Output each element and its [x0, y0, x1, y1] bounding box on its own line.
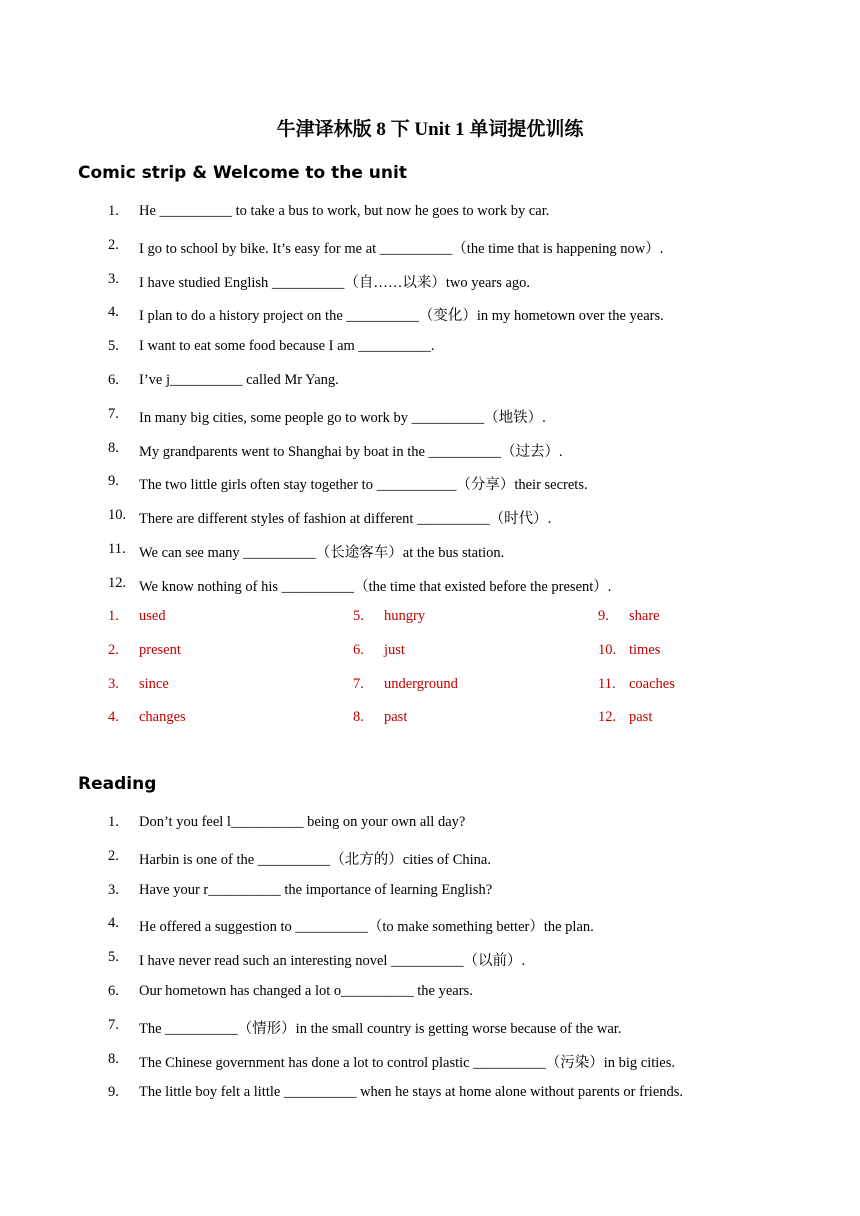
question-number: 7.	[108, 1016, 119, 1033]
answer-number: 3.	[108, 675, 119, 692]
question-number: 1.	[108, 203, 119, 219]
question-text: My grandparents went to Shanghai by boat in the __________（过去）.	[139, 443, 563, 460]
document-title: 牛津译林版 8 下 Unit 1 单词提优训练	[276, 119, 584, 140]
answer-item	[108, 642, 308, 664]
question-number: 3.	[108, 881, 119, 898]
answer-number: 11.	[598, 675, 616, 692]
answer-number: 2.	[108, 641, 119, 658]
answer-number: 8.	[353, 709, 364, 726]
question-text: In many big cities, some people go to work by __________（地铁）.	[139, 409, 546, 426]
question-text: He __________ to take a bus to work, but now he goes to work by car.	[139, 203, 550, 219]
answer-number: 10.	[598, 641, 617, 658]
question-text: We know nothing of his __________（the time that existed before the present）.	[139, 578, 612, 595]
question-text: The Chinese government has done a lot to control plastic __________（污染）in big cities.	[139, 1054, 676, 1071]
question-number: 12.	[108, 574, 127, 591]
question-number: 5.	[108, 338, 119, 355]
answer-item	[598, 608, 798, 630]
question-number: 4.	[108, 304, 119, 321]
question-number: 9.	[108, 473, 119, 490]
question-text: I’ve j__________ called Mr Yang.	[139, 372, 339, 388]
question-number: 11.	[108, 541, 126, 557]
question-text: I want to eat some food because I am __________.	[139, 338, 435, 355]
answer-item	[353, 642, 553, 664]
question-text: The little boy felt a little __________ when he stays at home alone without parents or friends.	[139, 1084, 684, 1101]
answer-number: 9.	[598, 608, 609, 624]
answer-word: changes	[139, 709, 186, 726]
question-number: 5.	[108, 949, 119, 966]
answer-word: past	[384, 709, 408, 726]
question-text: We can see many __________（长途客车）at the bus station.	[139, 545, 505, 561]
answer-item	[598, 642, 798, 664]
answer-item	[353, 709, 553, 731]
answer-number: 4.	[108, 709, 119, 726]
question-number: 2.	[108, 236, 119, 253]
question-number: 3.	[108, 270, 119, 287]
question-number: 1.	[108, 814, 119, 830]
answer-number: 1.	[108, 608, 119, 624]
answer-item	[598, 709, 798, 731]
answer-number: 5.	[353, 608, 364, 624]
question-number: 8.	[108, 439, 119, 456]
question-text: He offered a suggestion to __________（to make something better）the plan.	[139, 919, 594, 936]
answer-word: just	[384, 641, 405, 658]
answer-word: hungry	[384, 608, 426, 624]
answer-word: share	[629, 608, 660, 624]
question-text: I go to school by bike. It’s easy for me at __________（the time that is happening now）.	[139, 240, 664, 257]
section-heading-comic-strip: Comic strip & Welcome to the unit	[78, 163, 407, 183]
question-number: 6.	[108, 372, 119, 388]
question-number: 2.	[108, 847, 119, 864]
question-text: The two little girls often stay together to ___________（分享）their secrets.	[139, 477, 588, 494]
question-number: 7.	[108, 405, 119, 422]
answer-item	[598, 676, 798, 698]
question-text: I have studied English __________（自……以来）two years ago.	[139, 274, 531, 291]
answer-item	[353, 676, 553, 698]
answer-word: times	[629, 641, 661, 658]
question-text: There are different styles of fashion at different __________（时代）.	[139, 511, 552, 528]
question-number: 6.	[108, 983, 119, 999]
answer-item	[353, 608, 553, 630]
question-number: 8.	[108, 1050, 119, 1067]
answer-word: present	[139, 641, 181, 658]
answer-word: coaches	[629, 675, 675, 692]
answer-item	[108, 676, 308, 698]
question-number: 9.	[108, 1084, 119, 1101]
question-text: Don’t you feel l__________ being on your own all day?	[139, 814, 466, 830]
question-number: 10.	[108, 507, 127, 524]
answer-number: 6.	[353, 641, 364, 658]
answer-word: underground	[384, 675, 458, 692]
answer-item	[108, 608, 308, 630]
question-text: Harbin is one of the __________（北方的）cities of China.	[139, 851, 491, 868]
answer-number: 7.	[353, 675, 364, 692]
answer-word: past	[629, 709, 653, 726]
question-text: Have your r__________ the importance of learning English?	[139, 881, 493, 898]
section-heading-reading: Reading	[78, 774, 157, 794]
answer-number: 12.	[598, 709, 617, 726]
question-number: 4.	[108, 915, 119, 932]
question-text: The __________（情形）in the small country is getting worse because of the war.	[139, 1020, 622, 1037]
question-text: I plan to do a history project on the __________（变化）in my hometown over the years.	[139, 308, 664, 325]
answer-word: used	[139, 608, 166, 624]
question-text: Our hometown has changed a lot o__________ the years.	[139, 983, 473, 999]
answer-item	[108, 709, 308, 731]
question-text: I have never read such an interesting novel __________（以前）.	[139, 953, 526, 970]
answer-word: since	[139, 675, 169, 692]
